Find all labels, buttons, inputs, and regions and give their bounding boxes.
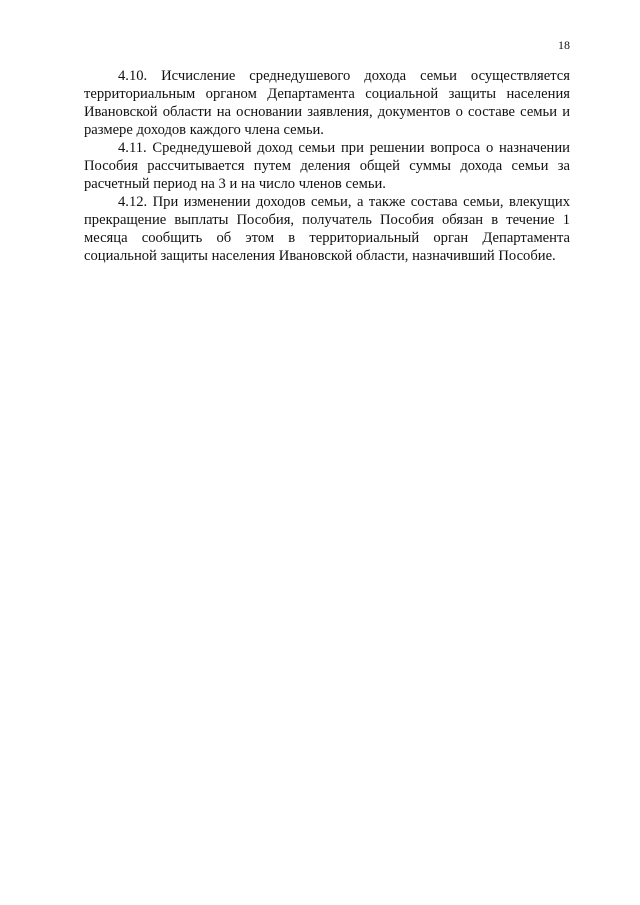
document-body [84, 67, 570, 265]
paragraph-4-12: 4.12. При изменении доходов семьи, а также состава семьи, влекущих прекращение выплаты Пособия, получатель Пособия обязан в течение 1 месяца сообщить об этом в территориальный орган Департамента социальной защиты населения Ивановской области, назначивший Пособие. [84, 194, 570, 264]
paragraph-4-10: 4.10. Исчисление среднедушевого дохода семьи осуществляется территориальным органом Департамента социальной защиты населения Ивановской области на основании заявления, документов о составе семьи и размере доходов каждого члена семьи. [84, 68, 570, 138]
page-number: 18 [558, 38, 570, 52]
paragraph-4-11: 4.11. Среднедушевой доход семьи при решении вопроса о назначении Пособия рассчитывается путем деления общей суммы дохода семьи за расчетный период на 3 и на число членов семьи. [84, 140, 570, 192]
